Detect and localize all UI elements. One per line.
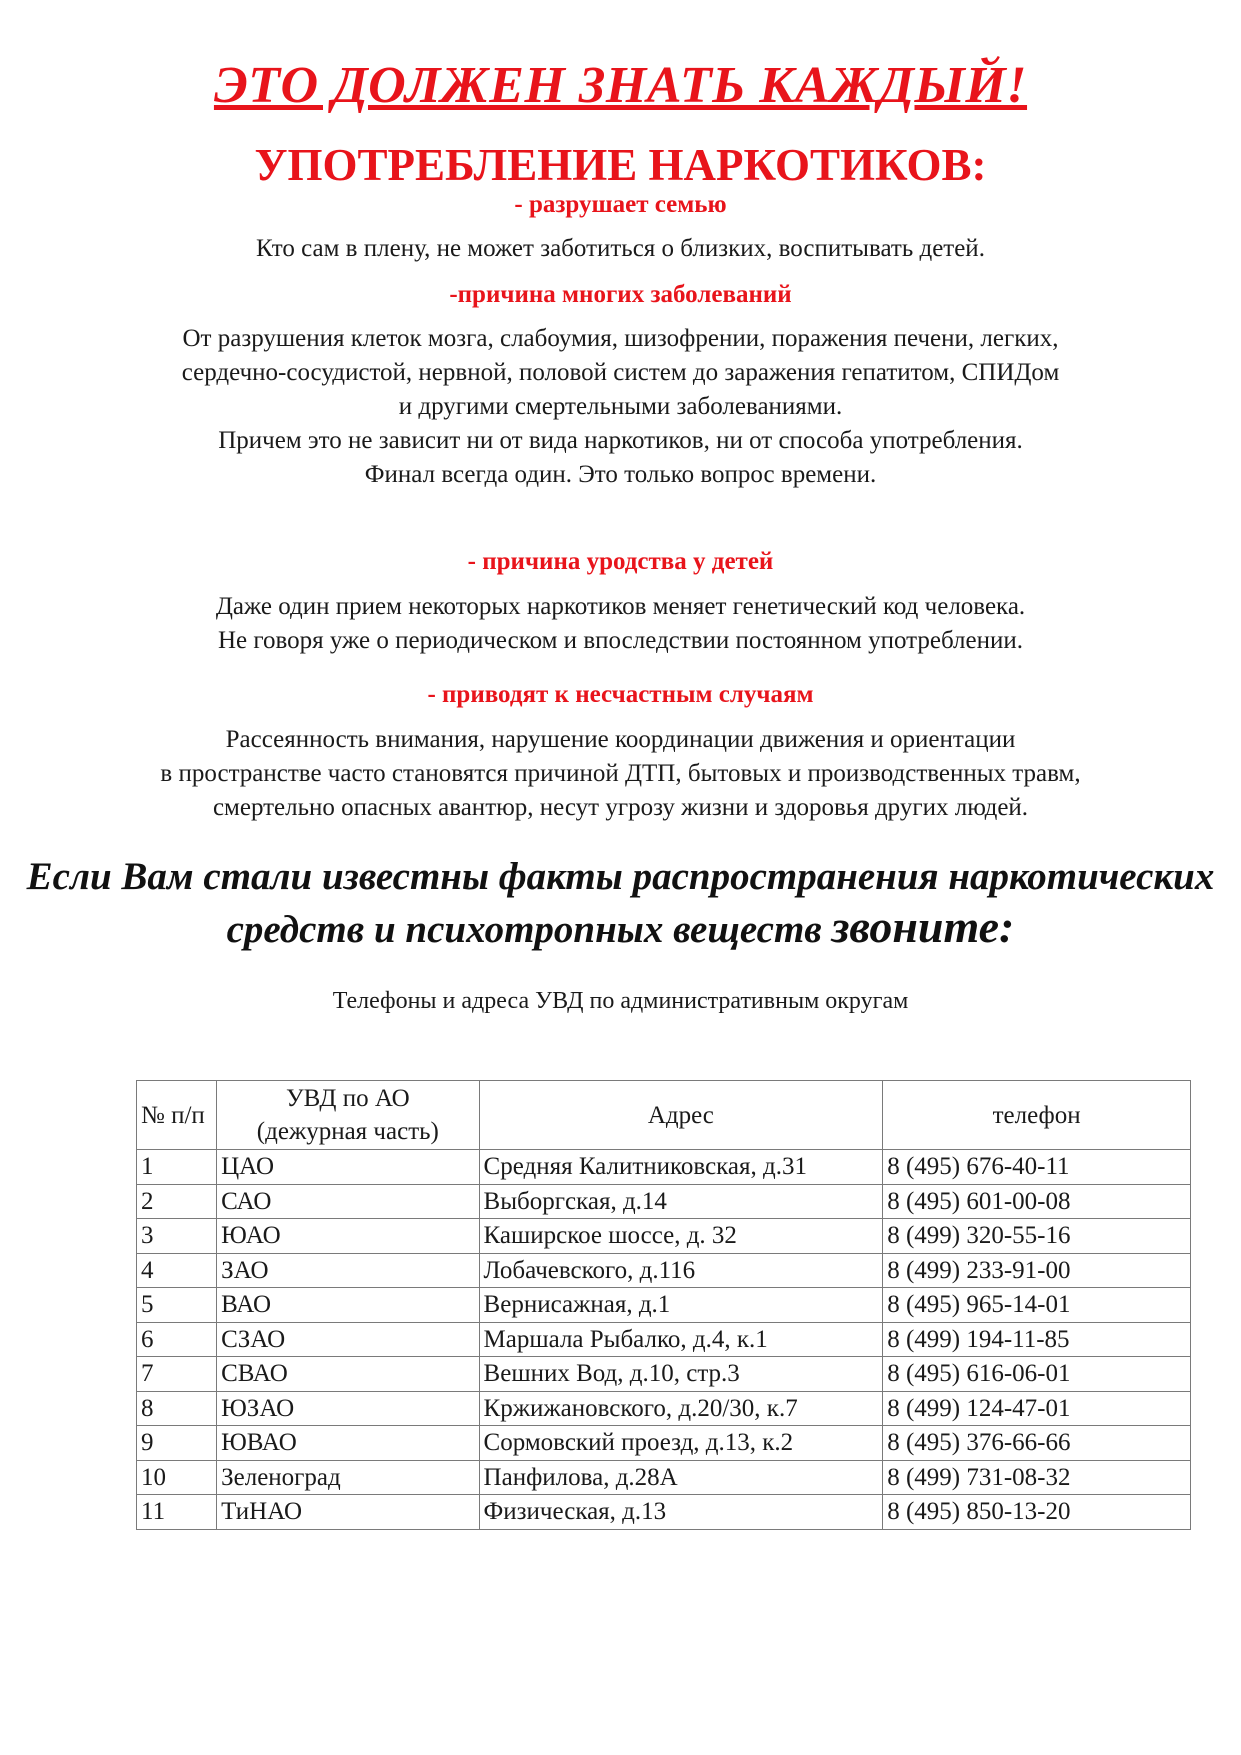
table-row bbox=[137, 1288, 1191, 1323]
text-line: Финал всегда один. Это только вопрос времени. bbox=[364, 461, 877, 488]
cell-phone: 8 (499) 731-08-32 bbox=[883, 1460, 1191, 1495]
cell-address: Физическая, д.13 bbox=[479, 1495, 883, 1530]
page-subtitle: УПОТРЕБЛЕНИЕ НАРКОТИКОВ: bbox=[254, 140, 987, 190]
cell-num: 4 bbox=[137, 1253, 217, 1288]
table-row bbox=[137, 1150, 1191, 1185]
table-row bbox=[137, 1253, 1191, 1288]
header-uvd-line1: УВД по АО bbox=[285, 1085, 410, 1112]
header-num: № п/п bbox=[137, 1081, 217, 1150]
cell-uvd: СЗАО bbox=[217, 1322, 479, 1357]
cell-phone: 8 (495) 376-66-66 bbox=[883, 1426, 1191, 1461]
text-line: От разрушения клеток мозга, слабоумия, шизофрении, поражения печени, легких, bbox=[182, 325, 1059, 352]
table-row bbox=[137, 1219, 1191, 1254]
call-emphasis: звоните: bbox=[831, 901, 1015, 952]
call-line-1: Если Вам стали известны факты распространения наркотических bbox=[26, 855, 1215, 898]
header-address: Адрес bbox=[479, 1081, 883, 1150]
cell-uvd: ЮЗАО bbox=[217, 1391, 479, 1426]
cell-phone: 8 (495) 965-14-01 bbox=[883, 1288, 1191, 1323]
section-text-deformity bbox=[0, 590, 1241, 658]
cell-uvd: ЦАО bbox=[217, 1150, 479, 1185]
cell-uvd: Зеленоград bbox=[217, 1460, 479, 1495]
section-heading-deformity: - причина уродства у детей bbox=[467, 548, 774, 575]
text-line: смертельно опасных авантюр, несут угрозу жизни и здоровья других людей. bbox=[212, 794, 1029, 821]
text-line: и другими смертельными заболеваниями. bbox=[398, 393, 843, 420]
cell-num: 2 bbox=[137, 1184, 217, 1219]
cell-address: Лобачевского, д.116 bbox=[479, 1253, 883, 1288]
text-line: Не говоря уже о периодическом и впоследствии постоянном употреблении. bbox=[217, 627, 1024, 654]
text-line: Кто сам в плену, не может заботиться о близких, воспитывать детей. bbox=[256, 235, 985, 262]
cell-address: Сормовский проезд, д.13, к.2 bbox=[479, 1426, 883, 1461]
cell-address: Средняя Калитниковская, д.31 bbox=[479, 1150, 883, 1185]
cell-uvd: САО bbox=[217, 1184, 479, 1219]
cell-address: Выборгская, д.14 bbox=[479, 1184, 883, 1219]
section-text-family bbox=[0, 232, 1241, 266]
cell-address: Каширское шоссе, д. 32 bbox=[479, 1219, 883, 1254]
cell-phone: 8 (495) 676-40-11 bbox=[883, 1150, 1191, 1185]
call-line-2-text: средств и психотропных веществ bbox=[226, 908, 822, 951]
section-heading-accidents: - приводят к несчастным случаям bbox=[427, 681, 814, 708]
table-row bbox=[137, 1391, 1191, 1426]
table-row bbox=[137, 1357, 1191, 1392]
text-line: Причем это не зависит ни от вида наркотиков, ни от способа употребления. bbox=[218, 427, 1023, 454]
table-body bbox=[137, 1150, 1191, 1530]
cell-phone: 8 (499) 194-11-85 bbox=[883, 1322, 1191, 1357]
cell-num: 8 bbox=[137, 1391, 217, 1426]
cell-num: 1 bbox=[137, 1150, 217, 1185]
table-row bbox=[137, 1460, 1191, 1495]
cell-uvd: ЮАО bbox=[217, 1219, 479, 1254]
cell-phone: 8 (499) 124-47-01 bbox=[883, 1391, 1191, 1426]
cell-address: Вешних Вод, д.10, стр.3 bbox=[479, 1357, 883, 1392]
header-uvd bbox=[217, 1081, 479, 1150]
table-row bbox=[137, 1495, 1191, 1530]
cell-phone: 8 (495) 850-13-20 bbox=[883, 1495, 1191, 1530]
section-text-diseases bbox=[0, 322, 1241, 492]
call-line-2 bbox=[0, 902, 1241, 955]
cell-phone: 8 (495) 601-00-08 bbox=[883, 1184, 1191, 1219]
cell-address: Маршала Рыбалко, д.4, к.1 bbox=[479, 1322, 883, 1357]
table-row bbox=[137, 1184, 1191, 1219]
text-line: в пространстве часто становятся причиной ДТП, бытовых и производственных травм, bbox=[160, 760, 1081, 787]
section-heading-diseases: -причина многих заболеваний bbox=[449, 281, 792, 308]
cell-uvd: ВАО bbox=[217, 1288, 479, 1323]
cell-address: Кржижановского, д.20/30, к.7 bbox=[479, 1391, 883, 1426]
cell-phone: 8 (495) 616-06-01 bbox=[883, 1357, 1191, 1392]
table-caption: Телефоны и адреса УВД по административным округам bbox=[332, 988, 909, 1014]
text-line: Даже один прием некоторых наркотиков меняет генетический код человека. bbox=[215, 593, 1026, 620]
text-line: сердечно-сосудистой, нервной, половой систем до заражения гепатитом, СПИДом bbox=[181, 359, 1060, 386]
cell-phone: 8 (499) 320-55-16 bbox=[883, 1219, 1191, 1254]
cell-num: 6 bbox=[137, 1322, 217, 1357]
page-title: ЭТО ДОЛЖЕН ЗНАТЬ КАЖДЫЙ! bbox=[213, 57, 1028, 114]
cell-uvd: ТиНАО bbox=[217, 1495, 479, 1530]
table-header-row bbox=[137, 1081, 1191, 1150]
cell-num: 10 bbox=[137, 1460, 217, 1495]
header-phone: телефон bbox=[883, 1081, 1191, 1150]
cell-uvd: СВАО bbox=[217, 1357, 479, 1392]
cell-num: 7 bbox=[137, 1357, 217, 1392]
call-to-action bbox=[0, 852, 1241, 955]
table-row bbox=[137, 1426, 1191, 1461]
section-text-accidents bbox=[0, 723, 1241, 825]
uvd-contacts-table bbox=[136, 1080, 1191, 1530]
table-row bbox=[137, 1322, 1191, 1357]
cell-num: 9 bbox=[137, 1426, 217, 1461]
cell-uvd: ЮВАО bbox=[217, 1426, 479, 1461]
header-uvd-line2: (дежурная часть) bbox=[256, 1118, 439, 1145]
cell-num: 11 bbox=[137, 1495, 217, 1530]
cell-num: 5 bbox=[137, 1288, 217, 1323]
cell-address: Панфилова, д.28А bbox=[479, 1460, 883, 1495]
cell-uvd: ЗАО bbox=[217, 1253, 479, 1288]
section-heading-family: - разрушает семью bbox=[514, 191, 727, 218]
cell-address: Вернисажная, д.1 bbox=[479, 1288, 883, 1323]
text-line: Рассеянность внимания, нарушение координации движения и ориентации bbox=[225, 726, 1016, 753]
cell-num: 3 bbox=[137, 1219, 217, 1254]
cell-phone: 8 (499) 233-91-00 bbox=[883, 1253, 1191, 1288]
